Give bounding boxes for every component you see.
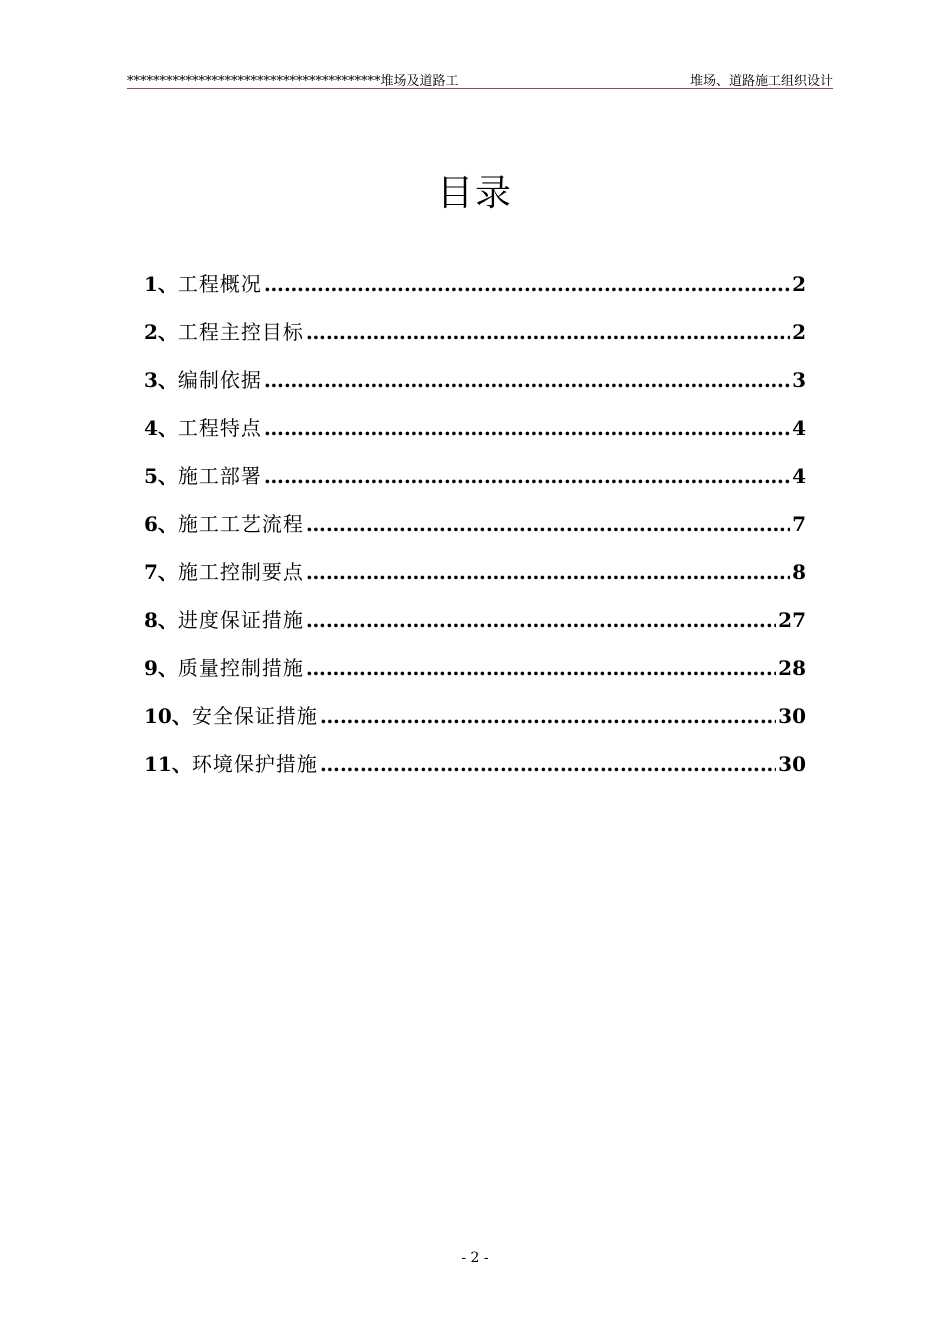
toc-page: 3 — [792, 368, 806, 392]
toc-label: 施工控制要点 — [177, 560, 304, 584]
toc-leader — [306, 320, 790, 344]
toc-entry[interactable] — [144, 412, 806, 460]
toc-number: 10、 — [144, 704, 192, 728]
toc-leader — [306, 512, 790, 536]
toc-entry[interactable] — [144, 268, 806, 316]
toc-entry[interactable] — [144, 652, 806, 700]
toc-page: 4 — [792, 464, 806, 488]
toc-label: 环境保护措施 — [191, 752, 318, 776]
toc-label: 质量控制措施 — [177, 656, 304, 680]
toc-leader — [264, 272, 790, 296]
toc-entry[interactable] — [144, 604, 806, 652]
toc-page: 8 — [792, 560, 806, 584]
toc-leader — [264, 464, 790, 488]
toc-page: 27 — [778, 608, 806, 632]
page-title: 目录 — [436, 173, 513, 214]
toc-label: 工程特点 — [177, 416, 262, 440]
toc-entry[interactable] — [144, 316, 806, 364]
toc-label: 编制依据 — [177, 368, 262, 392]
toc-label: 进度保证措施 — [177, 608, 304, 632]
toc-number: 3、 — [144, 368, 178, 392]
toc-page: 4 — [792, 416, 806, 440]
toc-page: 2 — [792, 272, 806, 296]
toc-label: 施工部署 — [177, 464, 262, 488]
page-header — [127, 70, 833, 89]
toc-leader — [306, 608, 776, 632]
toc-entry[interactable] — [144, 748, 806, 796]
toc-leader — [320, 752, 776, 776]
header-right-text: 堆场、道路施工组织设计 — [689, 74, 833, 89]
toc-number: 11、 — [144, 752, 192, 776]
toc-label: 工程概况 — [177, 272, 262, 296]
toc-number: 9、 — [144, 656, 178, 680]
toc-leader — [264, 368, 790, 392]
toc-leader — [320, 704, 776, 728]
header-left-text: ***************************************堆场及道路工 — [127, 74, 459, 89]
toc-page: 30 — [778, 704, 806, 728]
toc-leader — [306, 656, 776, 680]
toc-entry[interactable] — [144, 364, 806, 412]
toc-page: 28 — [778, 656, 806, 680]
toc-number: 7、 — [144, 560, 178, 584]
toc-page: 30 — [778, 752, 806, 776]
toc-page: 2 — [792, 320, 806, 344]
toc-entry[interactable] — [144, 700, 806, 748]
toc-entry[interactable] — [144, 556, 806, 604]
table-of-contents — [144, 268, 806, 796]
toc-number: 6、 — [144, 512, 178, 536]
toc-label: 施工工艺流程 — [177, 512, 304, 536]
page-number: - 2 - — [461, 1250, 489, 1266]
toc-number: 8、 — [144, 608, 178, 632]
toc-entry[interactable] — [144, 460, 806, 508]
toc-number: 5、 — [144, 464, 178, 488]
toc-leader — [306, 560, 790, 584]
toc-number: 4、 — [144, 416, 178, 440]
toc-entry[interactable] — [144, 508, 806, 556]
toc-label: 工程主控目标 — [177, 320, 304, 344]
toc-number: 1、 — [144, 272, 178, 296]
toc-page: 7 — [792, 512, 806, 536]
toc-number: 2、 — [144, 320, 178, 344]
toc-label: 安全保证措施 — [191, 704, 318, 728]
toc-leader — [264, 416, 790, 440]
